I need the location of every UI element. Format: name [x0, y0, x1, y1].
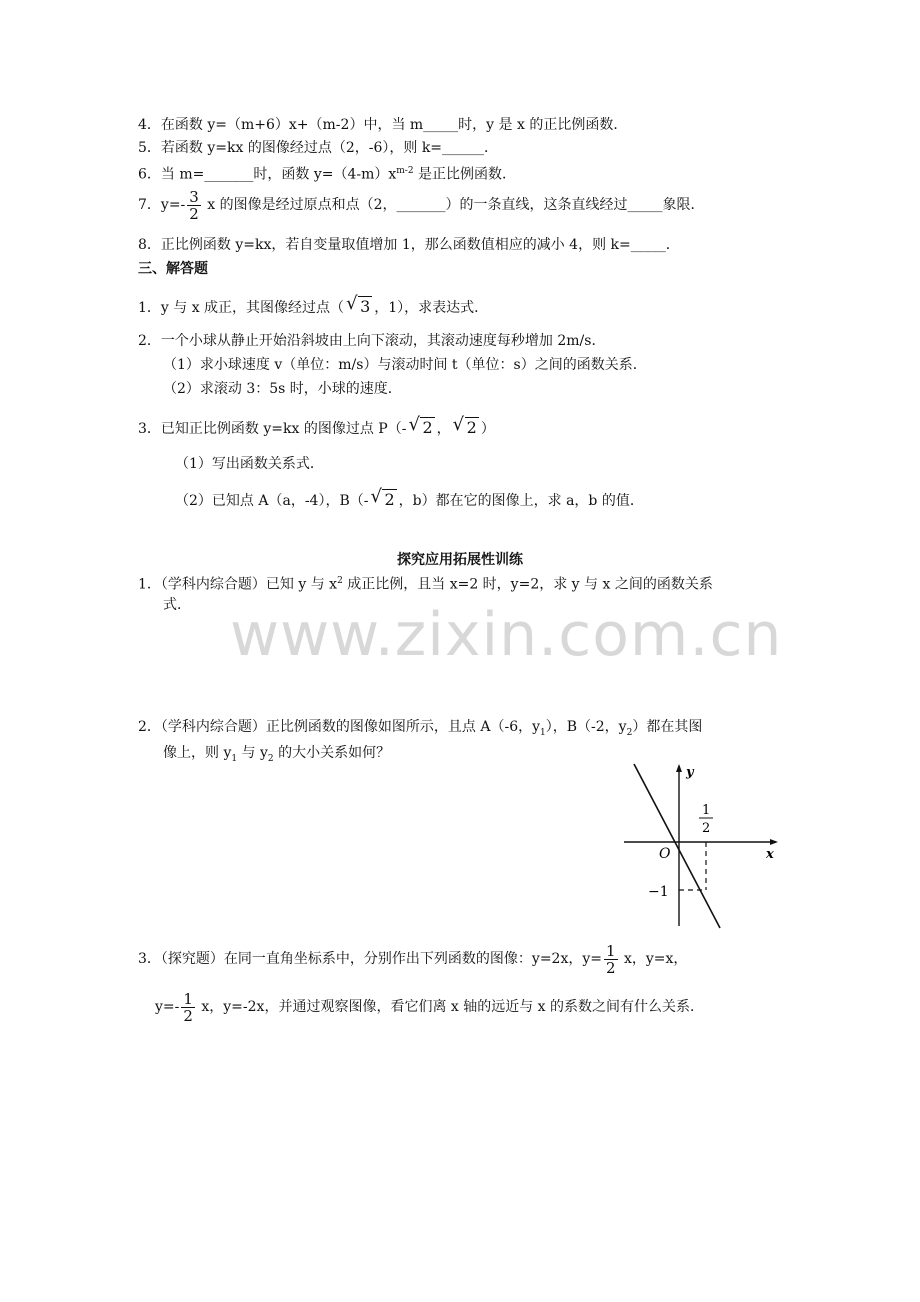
- explore-question-1-text-end: 成正比例，且当 x=2 时，y=2，求 y 与 x 之间的函数关系: [342, 576, 713, 593]
- explore-question-3-continued: [155, 988, 704, 1026]
- fraction-numerator: 3: [189, 187, 199, 206]
- explore-question-2-text: 像上，则 y: [163, 745, 232, 761]
- explore-question-3-text-mid: x，y=x，: [619, 951, 688, 967]
- sqrt-three: [346, 298, 372, 316]
- subscript: 2: [267, 753, 274, 764]
- solve-question-1-text-end: ，1），求表达式．: [374, 300, 489, 316]
- question-7: [138, 186, 705, 224]
- explore-question-3-text: 3．（探究题）在同一直角坐标系中，分别作出下列函数的图像：y=2x，y=: [138, 951, 602, 967]
- sqrt-two: [408, 419, 434, 437]
- fraction-denominator: 2: [189, 204, 199, 223]
- negative-one-label: −1: [648, 884, 669, 900]
- explore-question-2-continued: [163, 744, 390, 768]
- function-graph: [616, 760, 786, 932]
- solve-question-3-text: 3．已知正比例函数 y=kx 的图像过点 P（-: [138, 421, 407, 437]
- solve-question-3-part-1: （1）写出函数关系式．: [175, 456, 324, 472]
- fraction-denominator: 2: [606, 958, 616, 977]
- fraction-denominator: 2: [183, 1006, 193, 1025]
- question-6-text-end: 是正比例函数．: [413, 166, 517, 183]
- function-line: [634, 764, 720, 928]
- solve-question-2-part-1: （1）求小球速度 v（单位：m/s）与滚动时间 t（单位：s）之间的函数关系．: [163, 357, 647, 373]
- explore-question-2-text-mid: 与 y: [237, 745, 268, 761]
- explore-question-2-text-end: 的大小关系如何？: [273, 745, 391, 761]
- question-4: 4．在函数 y=（m+6）x+（m-2）中，当 m_____时，y 是 x 的正比例函数．: [138, 117, 628, 133]
- half-numerator: 1: [702, 803, 711, 818]
- watermark: www.zixin.com.cn: [230, 600, 783, 670]
- solve-question-3-part-2-text-end: ，b）都在它的图像上，求 a，b 的值．: [398, 493, 644, 509]
- fraction-numerator: 1: [183, 989, 193, 1008]
- explore-question-2: [138, 718, 702, 742]
- explore-question-3-text-end: x，y=-2x，并通过观察图像，看它们离 x 轴的远近与 x 的系数之间有什么关系．: [196, 999, 705, 1015]
- x-axis-label: x: [766, 847, 774, 862]
- question-5: 5．若函数 y=kx 的图像经过点（2，-6），则 k=______．: [138, 140, 499, 156]
- fraction-one-half: [604, 943, 618, 976]
- subscript: 1: [231, 753, 238, 764]
- explore-question-2-text-mid: ），B（-2，y: [545, 719, 627, 735]
- question-6-exponent: m-2: [396, 166, 414, 176]
- explore-question-3: [138, 940, 687, 978]
- fraction-three-halves: [187, 189, 201, 222]
- question-7-text-end: x 的图像是经过原点和点（2，_______）的一条直线，这条直线经过_____象限．: [202, 197, 705, 213]
- section-title: 三、解答题: [138, 261, 208, 277]
- solve-question-1: [138, 298, 488, 317]
- question-7-text: 7．y=-: [138, 197, 186, 213]
- y-axis-arrow-icon: [676, 764, 682, 772]
- explore-question-2-text-end: ）都在其图: [632, 719, 703, 735]
- explore-question-2-text: 2．（学科内综合题）正比例函数的图像如图所示，且点 A（-6，y: [138, 719, 541, 735]
- explore-title: 探究应用拓展性训练: [397, 552, 523, 568]
- radicand: 3: [360, 297, 371, 316]
- half-denominator: 2: [702, 821, 711, 836]
- sqrt-two: [453, 419, 479, 437]
- solve-question-3-part-2: [175, 491, 644, 510]
- fraction-numerator: 1: [606, 941, 616, 960]
- radicand: 2: [422, 418, 433, 437]
- question-6: [138, 162, 516, 184]
- question-8: 8．正比例函数 y=kx，若自变量取值增加 1，那么函数值相应的减小 4，则 k=_____．: [138, 237, 680, 253]
- explore-question-1-text: 1．（学科内综合题）已知 y 与 x: [138, 576, 338, 593]
- solve-question-1-text: 1．y 与 x 成正，其图像经过点（: [138, 300, 345, 316]
- question-6-text: 6．当 m=_______时，函数 y=（4-m）x: [138, 166, 397, 183]
- solve-question-2: 2．一个小球从静止开始沿斜坡由上向下滚动，其滚动速度每秒增加 2m/s．: [138, 333, 606, 349]
- solve-question-3-text-end: ）: [480, 421, 495, 437]
- explore-question-3-text: y=-: [155, 999, 180, 1015]
- separator: ，: [436, 421, 451, 437]
- explore-question-1: [138, 572, 713, 594]
- origin-label: O: [659, 846, 671, 862]
- x-axis-arrow-icon: [770, 839, 778, 845]
- sqrt-two: [370, 491, 396, 509]
- radicand: 2: [466, 418, 477, 437]
- solve-question-3-part-2-text: （2）已知点 A（a，-4），B（-: [175, 493, 369, 509]
- y-axis-label: y: [686, 765, 694, 780]
- explore-question-1-continued: 式．: [163, 597, 191, 613]
- solve-question-2-part-2: （2）求滚动 3：5s 时，小球的速度．: [163, 381, 402, 397]
- subscript: 2: [626, 727, 633, 738]
- solve-question-3: [138, 419, 495, 438]
- subscript: 1: [540, 727, 546, 738]
- fraction-one-half: [181, 991, 195, 1024]
- exponent: 2: [337, 576, 343, 586]
- radicand: 2: [384, 490, 395, 509]
